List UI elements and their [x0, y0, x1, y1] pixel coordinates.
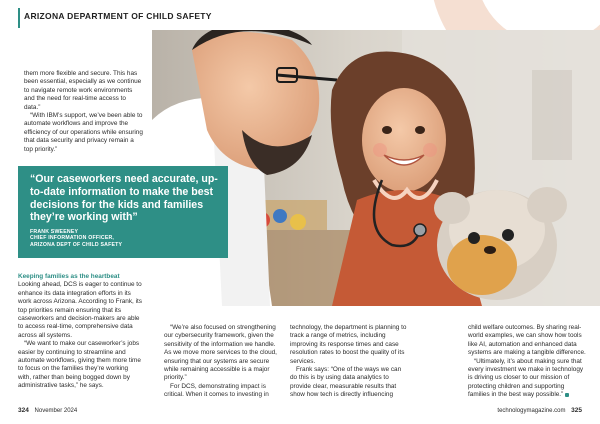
running-head: ARIZONA DEPARTMENT OF CHILD SAFETY	[24, 11, 212, 21]
pull-quote-attribution	[30, 229, 218, 248]
body-paragraph: technology, the department is planning to track a range of metrics, including improving its response times and case resolution rates to boost the quality of its services.	[290, 324, 407, 365]
page-number-left: 324	[18, 407, 29, 414]
quote-author-name: FRANK SWEENEY	[30, 229, 79, 236]
body-paragraph: “We want to make our caseworker’s jobs easier by continuing to streamline and automate workflows, giving them more time to focus on the families they’re working with, rather than being bogged down by administrative tasks,” he says.	[18, 340, 141, 390]
intro-paragraph: them more flexible and secure. This has been essential, especially as we continue to navigate remote work environments and the need for real-time access to data.”	[24, 70, 142, 111]
end-mark-icon	[565, 393, 569, 397]
body-column-4	[468, 324, 586, 400]
intro-paragraph: “With IBM’s support, we’ve been able to automate workflows and improve the efficiency of our operations while ensuring that data security and privacy remain a top priority.”	[24, 112, 143, 153]
body-paragraph	[468, 358, 586, 400]
quote-author-org: ARIZONA DEPT OF CHILD SAFETY	[30, 241, 123, 248]
body-paragraph: Frank says: “One of the ways we can do this is by using data analytics to provide clear, measurable results that show how tech is directly influencing	[290, 366, 402, 399]
site-url: technologymagazine.com	[497, 408, 566, 414]
quote-author-role: CHIEF INFORMATION OFFICER,	[30, 235, 115, 242]
page-number-right: 325	[571, 407, 582, 414]
pull-quote-text: “Our caseworkers need accurate, up-to-date information to make the best decisions for the kids and families they’re working with”	[30, 173, 218, 224]
body-paragraph: Looking ahead, DCS is eager to continue to enhance its data integration efforts in its work across Arizona. According to Frank, its top priorities remain ensuring that its caseworkers and decision-makers are able to access real-time, comprehensive data across all systems.	[18, 281, 142, 339]
body-column-3	[290, 324, 408, 400]
section-accent-bar	[18, 8, 20, 28]
body-column-1	[18, 273, 142, 391]
intro-column	[24, 70, 144, 154]
footer-right	[497, 407, 582, 414]
issue-date: November 2024	[34, 408, 78, 414]
final-paragraph-text: “Ultimately, it’s about making sure that every investment we make in technology is driving us closer to our mission of protecting children and supporting families in the best way possible.”	[468, 357, 584, 399]
body-paragraph: “We’re also focused on strengthening our cybersecurity framework, given the sensitivity of the information we handle. As we move more services to the cloud, ensuring that our systems are secure while remaining accessible is a major priority.”	[164, 324, 277, 382]
body-column-2	[164, 324, 278, 400]
footer-left	[18, 407, 77, 414]
body-paragraph: child welfare outcomes. By sharing real-world examples, we can show how tools like AI, automation and enhanced data systems are making a tangible difference.	[468, 324, 586, 357]
body-paragraph: For DCS, demonstrating impact is critical. When it comes to investing in	[164, 382, 269, 399]
pull-quote	[18, 166, 228, 258]
section-subhead: Keeping families as the heartbeat	[18, 273, 120, 280]
